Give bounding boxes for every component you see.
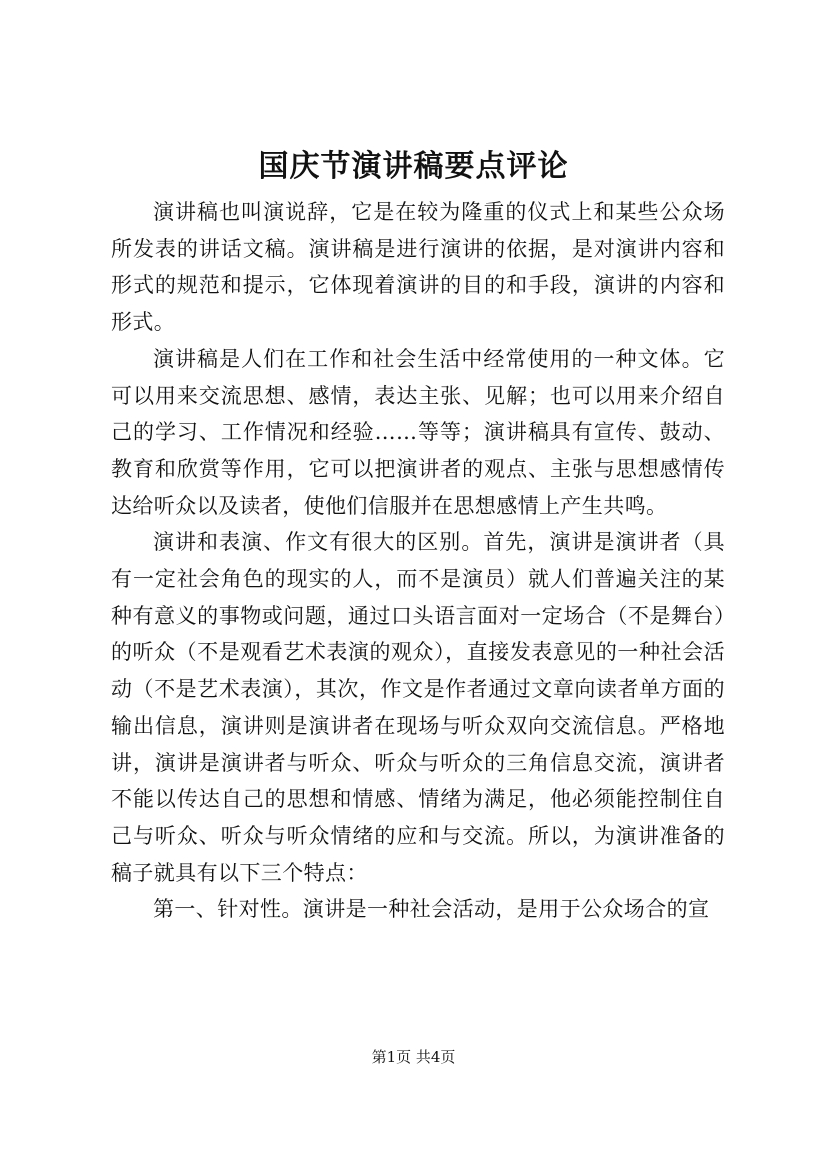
page-footer: 第1页 共4页 (371, 1048, 456, 1066)
paragraph-1: 演讲稿也叫演说辞，它是在较为隆重的仪式上和某些公众场所发表的讲话文稿。演讲稿是进行演讲的依据，是对演讲内容和形式的规范和提示，它体现着演讲的目的和手段，演讲的内容和形式。 (111, 200, 725, 335)
paragraph-2: 演讲稿是人们在工作和社会生活中经常使用的一种文体。它可以用来交流思想、感情，表达主张、见解；也可以用来介绍自己的学习、工作情况和经验……等等；演讲稿具有宣传、鼓动、教育和欣赏等作用，它可以把演讲者的观点、主张与思想感情传达给听众以及读者，使他们信服并在思想感情上产生共鸣。 (111, 346, 725, 518)
paragraph-3: 演讲和表演、作文有很大的区别。首先，演讲是演讲者（具有一定社会角色的现实的人，而不是演员）就人们普遍关注的某种有意义的事物或问题，通过口头语言面对一定场合（不是舞台）的听众（不是观看艺术表演的观众），直接发表意见的一种社会活动（不是艺术表演），其次，作文是作者通过文章向读者单方面的输出信息，演讲则是演讲者在现场与听众双向交流信息。严格地讲，演讲是演讲者与听众、听众与听众的三角信息交流，演讲者不能以传达自己的思想和情感、情绪为满足，他必须能控制住自己与听众、听众与听众情绪的应和与交流。所以，为演讲准备的稿子就具有以下三个特点： (111, 530, 725, 885)
document-title: 国庆节演讲稿要点评论 (258, 149, 569, 184)
paragraph-4: 第一、针对性。演讲是一种社会活动，是用于公众场合的宣 (153, 897, 710, 922)
document-body (111, 194, 725, 928)
